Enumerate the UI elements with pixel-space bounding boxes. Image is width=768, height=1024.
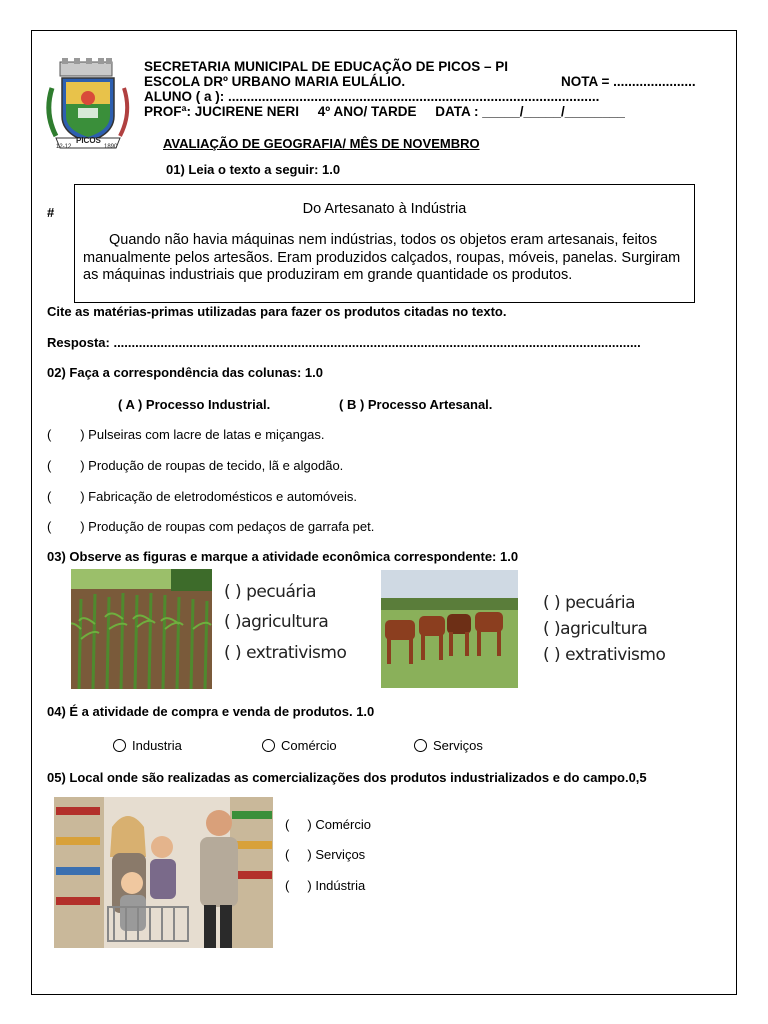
q2-item[interactable]: ( ) Produção de roupas de tecido, lã e algodão.: [47, 458, 344, 473]
logo-city-name: PICOS: [76, 136, 101, 145]
q4-option-label: Industria: [132, 738, 182, 753]
school-coat-of-arms: [42, 58, 134, 154]
q4-prompt: 04) É a atividade de compra e venda de produtos. 1.0: [47, 704, 375, 719]
q2-column-a: ( A ) Processo Industrial.: [118, 397, 271, 412]
q1-prompt: 01) Leia o texto a seguir: 1.0: [166, 162, 341, 177]
q4-option-label: Serviços: [433, 738, 483, 753]
q4-option-industria[interactable]: [113, 738, 182, 753]
q5-option[interactable]: ( ) Indústria: [285, 878, 366, 893]
header-teacher-line: PROFª: JUCIRENE NERI 4º ANO/ TARDE DATA : _____/_____/________: [144, 104, 625, 119]
q3-right-option[interactable]: ( ) pecuária: [543, 593, 635, 613]
q4-option-label: Comércio: [281, 738, 337, 753]
q5-option[interactable]: ( ) Comércio: [285, 817, 371, 832]
header-school-name: ESCOLA DRº URBANO MARIA EULÁLIO.: [144, 74, 406, 89]
q3-right-option[interactable]: ( ) extrativismo: [543, 645, 666, 665]
q2-item[interactable]: ( ) Produção de roupas com pedaços de garrafa pet.: [47, 519, 375, 534]
q1-answer-line: Resposta: ..................................................................................................................................................: [47, 335, 641, 350]
logo-year-left: 12-12: [56, 144, 72, 150]
q2-item[interactable]: ( ) Fabricação de eletrodomésticos e automóveis.: [47, 489, 357, 504]
logo-year-right: 1890: [104, 144, 118, 150]
q5-option[interactable]: ( ) Serviços: [285, 847, 366, 862]
q3-left-option[interactable]: ( ) pecuária: [224, 582, 316, 602]
exam-title: AVALIAÇÃO DE GEOGRAFIA/ MÊS DE NOVEMBRO: [163, 136, 480, 151]
header-secretaria: SECRETARIA MUNICIPAL DE EDUCAÇÃO DE PICOS – PI: [144, 59, 509, 74]
q1-hash-mark: #: [47, 205, 55, 220]
q1-text-box: [74, 184, 695, 303]
cattle-photo: [381, 570, 518, 688]
header-student-line: ALUNO ( a ): ...................................................................................................: [144, 89, 600, 104]
q2-item[interactable]: ( ) Pulseiras com lacre de latas e miçangas.: [47, 427, 325, 442]
q3-prompt: 03) Observe as figuras e marque a atividade econômica correspondente: 1.0: [47, 549, 519, 564]
radio-circle[interactable]: [262, 739, 275, 752]
q4-option-comercio[interactable]: [262, 738, 337, 753]
cornfield-photo: [71, 569, 212, 689]
q1-text-title: Do Artesanato à Indústria: [302, 201, 467, 217]
header-nota: NOTA = ......................: [561, 74, 696, 89]
q2-prompt: 02) Faça a correspondência das colunas: 1.0: [47, 365, 324, 380]
radio-circle[interactable]: [414, 739, 427, 752]
q3-left-option[interactable]: ( )agricultura: [224, 612, 329, 632]
q4-option-servicos[interactable]: [414, 738, 483, 753]
radio-circle[interactable]: [113, 739, 126, 752]
q2-column-b: ( B ) Processo Artesanal.: [339, 397, 493, 412]
q1-text-body: Quando não havia máquinas nem indústrias, todos os objetos eram artesanais, feitos manualmente pelos artesãos. Eram produzidos calçados, roupas, móveis, panelas. Surgiram as máquinas industriais que produziram em grande quantidade os produtos.: [83, 232, 681, 283]
q5-prompt: 05) Local onde são realizadas as comercializações dos produtos industrializados e do campo.0,5: [47, 770, 647, 785]
q3-right-option[interactable]: ( )agricultura: [543, 619, 648, 639]
supermarket-family-photo: [54, 797, 273, 948]
q1-question: Cite as matérias-primas utilizadas para fazer os produtos citadas no texto.: [47, 304, 507, 319]
q3-left-option[interactable]: ( ) extrativismo: [224, 643, 347, 663]
